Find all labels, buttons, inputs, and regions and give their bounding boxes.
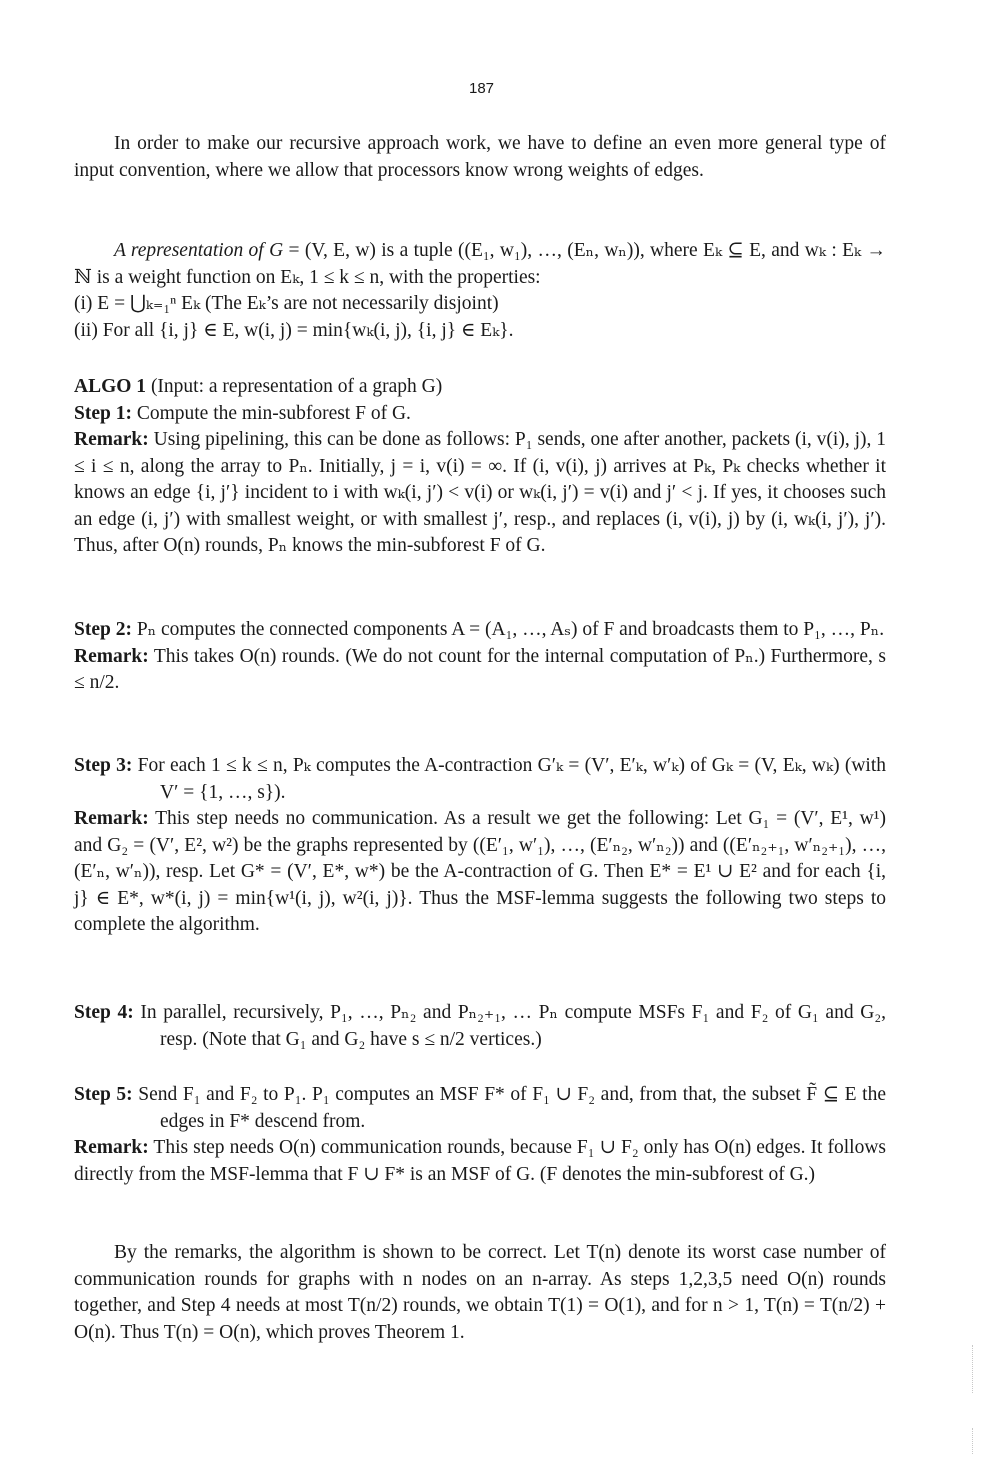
step-3-text: For each 1 ≤ k ≤ n, Pₖ computes the A-contraction G′ₖ = (V′, E′ₖ, w′ₖ) of Gₖ = (V, Eₖ, wₖ) (with V′ = {1, …, s}). [132,755,886,803]
remark-2-text: This takes O(n) rounds. (We do not count for the internal computation of Pₙ.) Furthermore, s ≤ n/2. [74,645,886,693]
step-5 [74,1082,886,1135]
algorithm-block [74,374,886,560]
step-2-block [74,617,886,697]
margin-mark [972,1345,973,1393]
remark-1-text: Using pipelining, this can be done as follows: P₁ sends, one after another, packets (i, v(i), j), 1 ≤ i ≤ n, along the array to Pₙ. Initially, j = i, v(i) = ∞. If (i, v(i), j) arrives at Pₖ, Pₖ checks whether it knows an edge {i, j′} incident to i with wₖ(i, j′) < v(i) or wₖ(i, j′) = v(i) and j′ < j. If yes, it chooses such an edge (i, j′) with smallest weight, or with smallest j′, resp., and replaces (i, v(i), j) by (i, wₖ(i, j′), j′). Thus, after O(n) rounds, Pₙ knows the min-subforest F of G. [74,429,886,556]
remark-1-label: Remark: [74,429,149,450]
step-4 [74,1000,886,1053]
intro-paragraph [74,131,886,184]
step-2-text: Pₙ computes the connected components A = (A₁, …, Aₛ) of F and broadcasts them to P₁, …, Pₙ. [131,619,885,640]
definition-block [74,238,886,344]
conclusion-text: By the remarks, the algorithm is shown to be correct. Let T(n) denote its worst case number of communication rounds for graphs with n nodes on an n-array. As steps 1,2,3,5 need O(n) rounds together, and Step 4 needs at most T(n/2) rounds, we obtain T(1) = O(1), and for n > 1, T(n) = T(n/2) + O(n). Thus T(n) = O(n), which proves Theorem 1. [74,1242,886,1343]
step-5-block [74,1082,886,1188]
definition-line: = (V, E, w) is a tuple ((E₁, w₁), …, (Eₙ, wₙ)), where Eₖ ⊆ E, and wₖ : Eₖ → ℕ is a weight function on Eₖ, 1 ≤ k ≤ n, with the properties: [74,240,886,288]
remark-5 [74,1135,886,1188]
algo-input: (Input: a representation of a graph G) [146,376,443,397]
conclusion-paragraph [74,1240,886,1346]
step-4-block [74,1000,886,1053]
intro-text: In order to make our recursive approach work, we have to define an even more general type of input convention, where we allow that processors know wrong weights of edges. [74,133,886,181]
definition-property-1: (i) E = ⋃ₖ₌₁ⁿ Eₖ (The Eₖ’s are not necessarily disjoint) [74,293,499,314]
page-number: 187 [468,80,495,97]
step-5-text: Send F₁ and F₂ to P₁. P₁ computes an MSF F* of F₁ ∪ F₂ and, from that, the subset F̃ ⊆ E the edges in F* descend from. [132,1084,886,1132]
algo-heading [74,374,886,401]
step-1-label: Step 1: [74,402,132,424]
remark-3 [74,806,886,939]
step-1-text: Compute the min-subforest F of G. [131,402,411,424]
remark-3-text: This step needs no communication. As a result we get the following: Let G₁ = (V′, E¹, w¹) and G₂ = (V′, E², w²) be the graphs represented by ((E′₁, w′₁), …, (E′ₙ₂, w′ₙ₂)) and ((E′ₙ₂₊₁, w′ₙ₂₊₁), …, (E′ₙ, w′ₙ)), resp. Let G* = (V′, E*, w*) be the A-contraction of G. Then E* = E¹ ∪ E² and for each {i, j} ∈ E*, w*(i, j) = min{w¹(i, j), w²(i, j)}. Thus the MSF-lemma suggests the following two steps to complete the algorithm. [74,808,886,935]
step-3 [74,753,886,806]
margin-mark [972,1428,973,1454]
definition-sentence [74,238,886,291]
step-3-block [74,753,886,939]
algo-label: ALGO 1 [74,376,147,397]
step-5-label: Step 5: [74,1084,133,1105]
definition-property-2: (ii) For all {i, j} ∈ E, w(i, j) = min{wₖ(i, j), {i, j} ∈ Eₖ}. [74,319,514,341]
remark-2-label: Remark: [74,645,149,667]
remark-3-label: Remark: [74,808,149,829]
step-1 [74,401,886,428]
step-3-label: Step 3: [74,755,133,776]
remark-5-text: This step needs O(n) communication rounds, because F₁ ∪ F₂ only has O(n) edges. It follows directly from the MSF-lemma that F ∪ F* is an MSF of G. (F denotes the min-subforest of G.) [74,1137,886,1185]
step-2 [74,617,886,644]
step-4-label: Step 4: [74,1002,134,1023]
remark-2 [74,644,886,697]
remark-1 [74,427,886,560]
remark-5-label: Remark: [74,1137,149,1158]
step-4-text: In parallel, recursively, P₁, …, Pₙ₂ and Pₙ₂₊₁, … Pₙ compute MSFs F₁ and F₂ of G₁ and G₂, resp. (Note that G₁ and G₂ have s ≤ n/2 vertices.) [133,1002,886,1050]
step-2-label: Step 2: [74,619,132,640]
definition-term: A representation of G [114,240,284,261]
